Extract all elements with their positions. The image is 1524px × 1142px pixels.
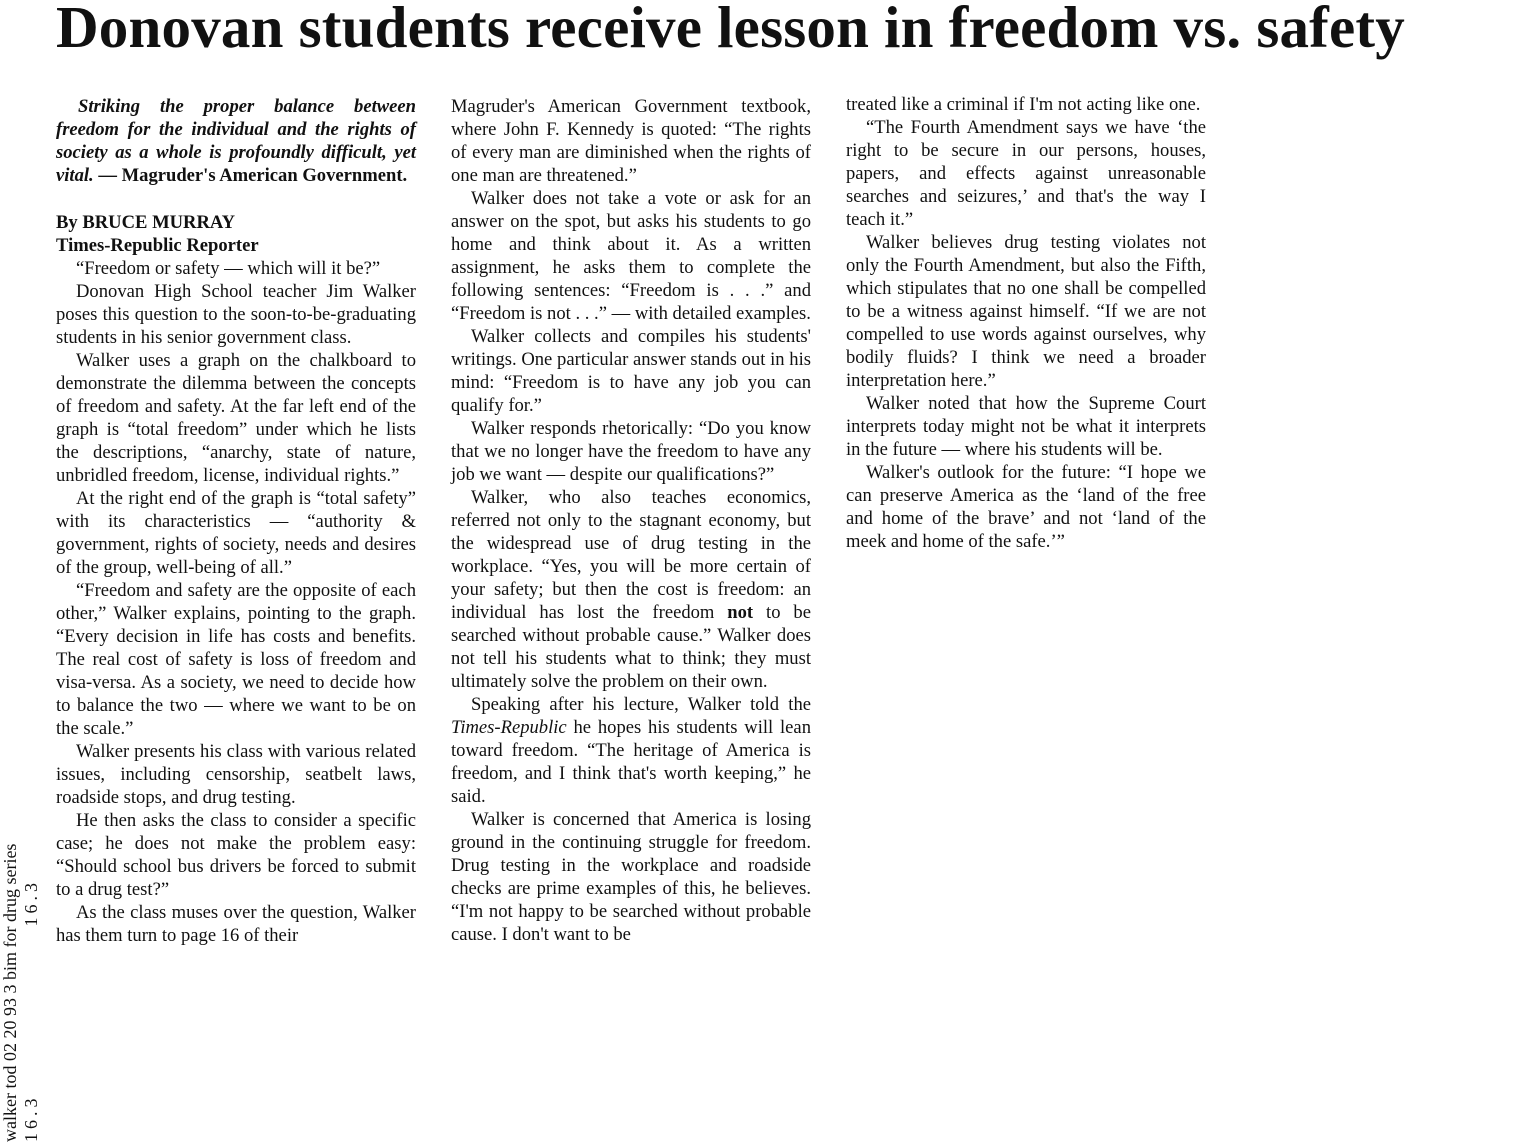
article-column-3 xyxy=(846,93,1206,553)
paragraph xyxy=(451,486,811,693)
article-column-2 xyxy=(451,95,811,946)
text-run: Speaking after his lecture, Walker told the xyxy=(471,694,811,715)
paragraph: Walker is concerned that America is losing ground in the continuing struggle for freedom. Drug testing in the workplace and roadside checks are prime examples of this, he believes. “I'm not happy to be searched without probable cause. I don't want to be xyxy=(451,809,811,945)
byline: By BRUCE MURRAY xyxy=(56,212,236,233)
text-run: he hopes his students will lean toward freedom. “The heritage of America is freedom, and I think that's worth keeping,” he said. xyxy=(451,717,811,807)
paragraph: Walker uses a graph on the chalkboard to demonstrate the dilemma between the concepts of freedom and safety. At the far left end of the graph is “total freedom” under which he lists the descriptions, “anarchy, state of nature, unbridled freedom, license, individual rights.” xyxy=(56,350,416,486)
paragraph xyxy=(451,693,811,808)
paragraph: As the class muses over the question, Walker has them turn to page 16 of their xyxy=(56,902,416,946)
epigraph xyxy=(56,95,416,187)
margin-note-line: walker tod 02 20 93 3 bim for drug series xyxy=(0,843,20,1142)
margin-note xyxy=(0,711,42,1142)
paragraph: Magruder's American Government textbook, where John F. Kennedy is quoted: “The rights of every man are diminished when the rights of one man are threatened.” xyxy=(451,96,811,186)
paragraph: “The Fourth Amendment says we have ‘the right to be secure in our persons, houses, papers, and effects against unreasonable searches and seizures,’ and that's the way I teach it.” xyxy=(846,117,1206,230)
paragraph: Walker collects and compiles his students' writings. One particular answer stands out in his mind: “Freedom is to have any job you can qualify for.” xyxy=(451,326,811,416)
paragraph: “Freedom or safety — which will it be?” xyxy=(76,258,381,279)
margin-note-codes xyxy=(21,711,42,1142)
paragraph: Walker noted that how the Supreme Court interprets today might not be what it interprets in the future — where his students will be. xyxy=(846,393,1206,460)
margin-code: 16.3 xyxy=(21,879,41,927)
text-run: Walker, who also teaches economics, referred not only to the stagnant economy, but the widespread use of drug testing in the workplace. “Yes, you will be more certain of your safety; but then the cost is freedom: an individual has lost the freedom xyxy=(451,487,811,623)
paragraph: He then asks the class to consider a specific case; he does not make the problem easy: “Should school bus drivers be forced to submit to a drug test?” xyxy=(56,810,416,900)
paragraph: Walker believes drug testing violates not only the Fourth Amendment, but also the Fifth, which stipulates that no one shall be compelled to be a witness against himself. “If we are not compelled to use words against ourselves, why bodily fluids? I think we need a broader interpretation here.” xyxy=(846,232,1206,391)
article-column-1 xyxy=(56,95,416,947)
paragraph: treated like a criminal if I'm not acting like one. xyxy=(846,94,1201,115)
epigraph-source: — Magruder's American Government. xyxy=(98,165,408,186)
text-run: to be searched without probable cause.” Walker does not tell his students what to think; they must ultimately solve the problem on their own. xyxy=(451,602,811,692)
epigraph-quote: Striking the proper balance between freedom for the individual and the rights of society as a whole is profoundly difficult, yet vital. xyxy=(56,96,416,186)
paragraph: “Freedom and safety are the opposite of each other,” Walker explains, pointing to the graph. “Every decision in life has costs and benefits. The real cost of safety is loss of freedom and visa-versa. As a society, we need to decide how to balance the two — where we want to be on the scale.” xyxy=(56,580,416,739)
paragraph: Walker does not take a vote or ask for an answer on the spot, but asks his students to go home and think about it. As a written assignment, he asks them to complete the following sentences: “Freedom is . . .” and “Freedom is not . . .” — with detailed examples. xyxy=(451,188,811,324)
paragraph: Walker responds rhetorically: “Do you know that we no longer have the freedom to have any job we want — despite our qualifications?” xyxy=(451,418,811,485)
paragraph: Walker's outlook for the future: “I hope we can preserve America as the ‘land of the free and home of the brave’ and not ‘land of the meek and home of the safe.’” xyxy=(846,462,1206,552)
paragraph: Walker presents his class with various related issues, including censorship, seatbelt laws, roadside stops, and drug testing. xyxy=(56,741,416,808)
paragraph: At the right end of the graph is “total safety” with its characteristics — “authority & government, rights of society, needs and desires of the group, well-being of all.” xyxy=(56,488,416,578)
paragraph: Donovan High School teacher Jim Walker poses this question to the soon-to-be-graduating students in his senior government class. xyxy=(56,281,416,348)
publication-name: Times-Republic xyxy=(451,717,567,738)
margin-code: 16.3 xyxy=(21,1094,41,1142)
emphasis-not: not xyxy=(727,602,754,623)
headline: Donovan students receive lesson in freedom vs. safety xyxy=(56,0,1405,60)
byline-role: Times-Republic Reporter xyxy=(56,235,259,256)
